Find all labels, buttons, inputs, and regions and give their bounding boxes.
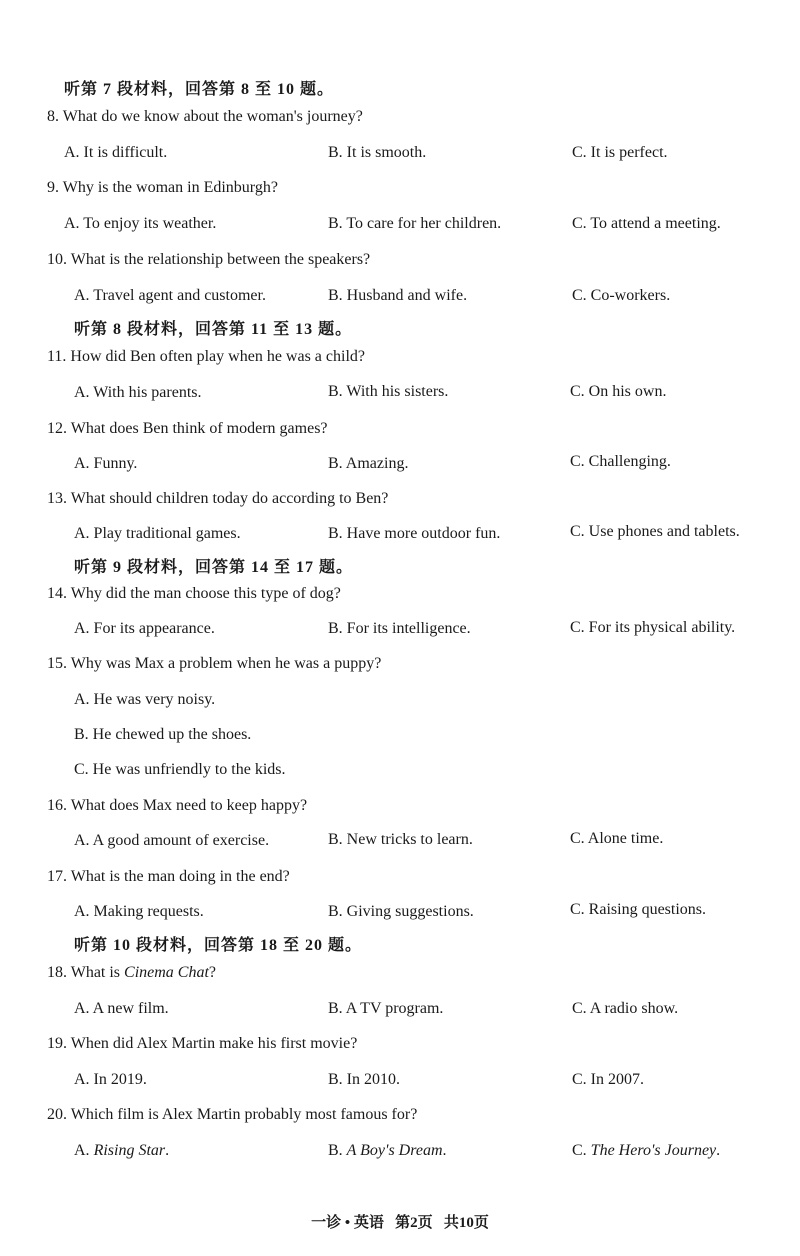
q20-option-a [74,1141,169,1161]
q20-option-c-letter: C. [572,1142,591,1159]
question-19: 19. When did Alex Martin make his first movie? [47,1035,358,1052]
section-9-header: 听第 9 段材料，回答第 14 至 17 题。 [74,559,354,576]
q19-option-b: B. In 2010. [328,1071,400,1088]
q18-title: Cinema Chat [124,964,209,981]
q18-option-a: A. A new film. [74,1000,169,1017]
q13-option-a: A. Play traditional games. [74,525,241,542]
q15-option-a: A. He was very noisy. [74,691,216,708]
q19-option-c: C. In 2007. [572,1071,644,1088]
page-footer: 一诊 • 英语 第2页 共10页 [311,1215,489,1231]
q15-option-c: C. He was unfriendly to the kids. [74,761,286,778]
q15-option-b: B. He chewed up the shoes. [74,726,252,743]
section-8-header: 听第 8 段材料，回答第 11 至 13 题。 [74,321,353,338]
q11-option-c: C. On his own. [570,383,667,400]
q11-option-a: A. With his parents. [74,384,202,401]
q8-option-b: B. It is smooth. [328,144,427,161]
q14-option-b: B. For its intelligence. [328,620,471,637]
q11-option-b: B. With his sisters. [328,383,449,400]
q20-option-b [328,1141,447,1161]
question-16: 16. What does Max need to keep happy? [47,797,308,814]
q17-option-a: A. Making requests. [74,903,204,920]
q10-option-a: A. Travel agent and customer. [74,287,266,304]
q17-option-c: C. Raising questions. [570,901,707,918]
section-10-header: 听第 10 段材料，回答第 18 至 20 题。 [74,937,363,954]
question-15: 15. Why was Max a problem when he was a puppy? [47,655,382,672]
q18-option-c: C. A radio show. [572,1000,679,1017]
q8-option-c: C. It is perfect. [572,144,668,161]
q19-option-a: A. In 2019. [74,1071,147,1088]
question-11: 11. How did Ben often play when he was a child? [47,348,365,365]
q20-option-c-title: The Hero's Journey [590,1142,717,1159]
q10-option-b: B. Husband and wife. [328,287,468,304]
q14-option-a: A. For its appearance. [74,620,215,637]
q9-option-c: C. To attend a meeting. [572,215,721,232]
q20-option-b-letter: B. [328,1142,347,1159]
q13-option-b: B. Have more outdoor fun. [328,525,501,542]
question-13: 13. What should children today do according to Ben? [47,490,389,507]
q20-option-a-title: Rising Star [93,1142,166,1159]
q16-option-c: C. Alone time. [570,830,664,847]
q9-option-b: B. To care for her children. [328,215,502,232]
question-10: 10. What is the relationship between the speakers? [47,251,371,268]
q14-option-c: C. For its physical ability. [570,619,736,636]
q10-option-c: C. Co-workers. [572,287,671,304]
q13-option-c: C. Use phones and tablets. [570,523,740,540]
question-9: 9. Why is the woman in Edinburgh? [47,179,278,196]
q16-option-a: A. A good amount of exercise. [74,832,270,849]
q20-option-b-title: A Boy's Dream [346,1142,443,1159]
q9-option-a: A. To enjoy its weather. [64,215,217,232]
q20-option-a-letter: A. [74,1142,94,1159]
q20-option-c [572,1141,720,1161]
q18-prefix: 18. What is [47,964,125,981]
question-14: 14. Why did the man choose this type of dog? [47,585,341,602]
q16-option-b: B. New tricks to learn. [328,831,473,848]
q12-option-b: B. Amazing. [328,455,409,472]
question-17: 17. What is the man doing in the end? [47,868,290,885]
section-7-header: 听第 7 段材料，回答第 8 至 10 题。 [64,81,335,98]
question-18 [47,963,216,983]
q20-option-a-end: . [165,1142,170,1159]
question-12: 12. What does Ben think of modern games? [47,420,328,437]
question-20: 20. Which film is Alex Martin probably most famous for? [47,1106,418,1123]
q18-suffix: ? [208,964,217,981]
question-8: 8. What do we know about the woman's journey? [47,108,363,125]
q17-option-b: B. Giving suggestions. [328,903,474,920]
q12-option-a: A. Funny. [74,455,138,472]
q20-option-b-end: . [442,1142,447,1159]
q8-option-a: A. It is difficult. [64,144,168,161]
q20-option-c-end: . [716,1142,721,1159]
q12-option-c: C. Challenging. [570,453,671,470]
q18-option-b: B. A TV program. [328,1000,444,1017]
